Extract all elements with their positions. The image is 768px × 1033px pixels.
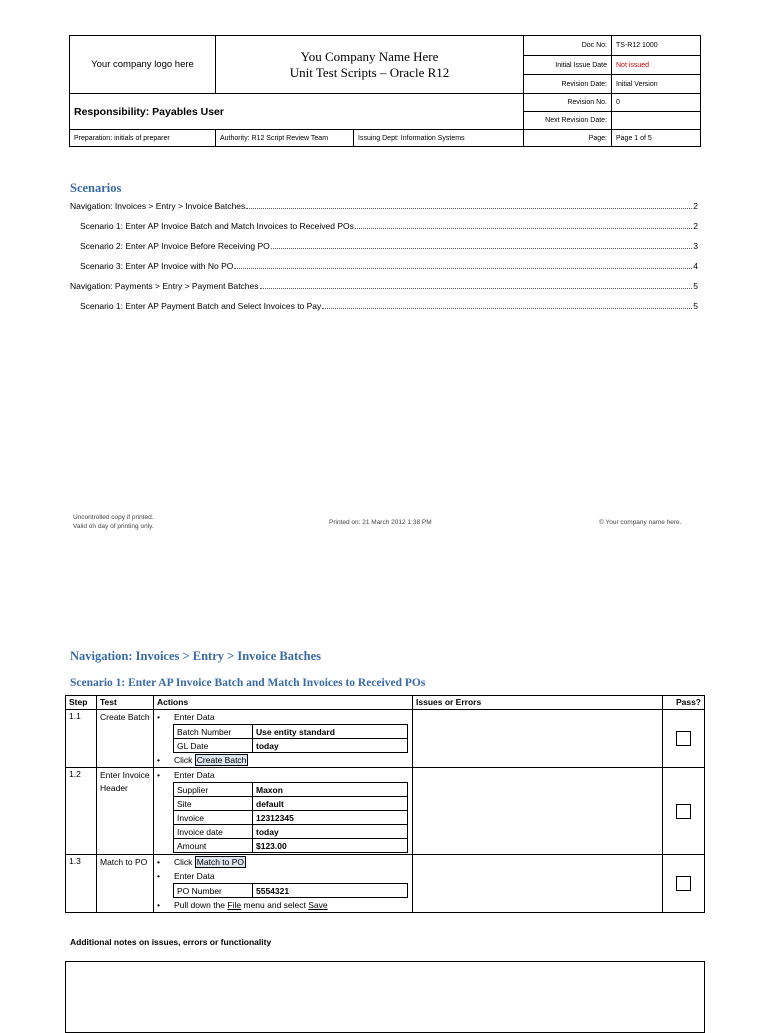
column-header-actions: Actions [154, 696, 413, 710]
pass-checkbox[interactable] [676, 804, 691, 819]
test-name: Create Batch [97, 710, 154, 768]
data-entry-row [174, 797, 408, 811]
field-value: 12312345 [253, 811, 408, 825]
toc-entry-text: Scenario 1: Enter AP Invoice Batch and Match Invoices to Received POs [80, 221, 354, 231]
pull-middle: menu and select [243, 900, 306, 910]
step-number: 1.2 [66, 768, 97, 855]
field-label: Amount [174, 839, 253, 853]
match-to-po-button[interactable]: Match to PO [196, 857, 245, 867]
test-name: Match to PO [97, 855, 154, 913]
field-label: Invoice [174, 811, 253, 825]
step-number: 1.3 [66, 855, 97, 913]
toc-leader [355, 227, 692, 229]
additional-notes-box[interactable] [65, 961, 705, 1033]
data-entry-row [174, 825, 408, 839]
toc-leader [322, 307, 692, 309]
toc-leader [271, 247, 692, 249]
revision-no-value: 0 [612, 94, 701, 112]
action-click [154, 855, 412, 869]
printed-on-date: Printed on: 21 March 2012 1:38 PM [329, 519, 432, 526]
toc-entry-text: Scenario 2: Enter AP Invoice Before Receiving PO [80, 241, 270, 251]
pass-checkbox[interactable] [676, 731, 691, 746]
revision-date-value: Initial Version [612, 75, 701, 94]
column-header-test: Test [97, 696, 154, 710]
scenario-heading: Scenario 1: Enter AP Invoice Batch and Match Invoices to Received POs [70, 677, 426, 689]
data-entry-row [174, 839, 408, 853]
actions-cell [154, 855, 413, 913]
document-title: Unit Test Scripts – Oracle R12 [289, 64, 450, 80]
action-enter-data: • Enter Data [154, 768, 412, 782]
initial-issue-date-label: Initial Issue Date [524, 56, 612, 75]
column-header-pass: Pass? [663, 696, 705, 710]
doc-no-value: TS-R12 1000 [612, 36, 701, 56]
toc-entry-page: 4 [693, 261, 698, 271]
table-row [66, 855, 705, 913]
table-row [66, 768, 705, 855]
data-entry-table [173, 883, 408, 898]
field-value: Maxon [253, 783, 408, 797]
field-label: Invoice date [174, 825, 253, 839]
footer-left-line2: Valid on day of printing only. [73, 523, 154, 530]
toc-entry-text: Navigation: Payments > Entry > Payment Batches [70, 281, 259, 291]
field-value: $123.00 [253, 839, 408, 853]
uncontrolled-copy-note [73, 513, 154, 531]
data-entry-row [174, 725, 408, 739]
authority-field: Authority: R12 Script Review Team [216, 130, 354, 147]
data-entry-row [174, 739, 408, 753]
create-batch-button[interactable]: Create Batch [196, 755, 247, 765]
field-value: default [253, 797, 408, 811]
toc-entry[interactable] [70, 281, 698, 291]
page-number: Page 1 of 5 [612, 130, 701, 147]
test-steps-table [65, 695, 705, 913]
click-prefix: Click [174, 755, 193, 765]
data-entry-table [173, 724, 408, 753]
company-name: You Company Name Here [300, 48, 439, 64]
column-header-step: Step [66, 696, 97, 710]
navigation-heading: Navigation: Invoices > Entry > Invoice Batches [70, 649, 322, 663]
column-header-issues: Issues or Errors [413, 696, 663, 710]
toc-entry[interactable] [80, 301, 698, 311]
action-click [154, 753, 412, 767]
issues-cell[interactable] [413, 855, 663, 913]
preparation-field: Preparation: initials of preparer [70, 130, 216, 147]
field-value: today [253, 739, 408, 753]
toc-leader [246, 207, 692, 209]
toc-entry[interactable] [80, 221, 698, 231]
issues-cell[interactable] [413, 768, 663, 855]
company-title-cell [216, 36, 524, 94]
toc-leader [234, 267, 692, 269]
toc-leader [260, 287, 693, 289]
page-label: Page: [524, 130, 612, 147]
pass-cell [663, 710, 705, 768]
field-label: PO Number [174, 884, 253, 898]
field-value: today [253, 825, 408, 839]
test-name: Enter Invoice Header [97, 768, 154, 855]
field-label: Site [174, 797, 253, 811]
toc-entry[interactable] [80, 261, 698, 271]
save-menu-item[interactable]: Save [308, 900, 328, 910]
data-entry-row [174, 783, 408, 797]
pull-prefix: Pull down the [174, 900, 226, 910]
toc-entry[interactable] [80, 241, 698, 251]
additional-notes-label: Additional notes on issues, errors or functionality [70, 937, 272, 947]
click-prefix: Click [174, 857, 193, 867]
next-revision-date-label: Next Revision Date: [524, 112, 612, 130]
action-enter-data: • Enter Data [154, 710, 412, 724]
toc-entry[interactable] [70, 201, 698, 211]
field-value: 5554321 [253, 884, 408, 898]
data-entry-table [173, 782, 408, 853]
toc-entry-page: 2 [693, 221, 698, 231]
actions-cell [154, 768, 413, 855]
data-entry-row [174, 811, 408, 825]
actions-cell [154, 710, 413, 768]
issues-cell[interactable] [413, 710, 663, 768]
revision-no-label: Revision No. [524, 94, 612, 112]
action-enter-data: • Enter Data [154, 869, 412, 883]
revision-date-label: Revision Date: [524, 75, 612, 94]
field-value: Use entity standard [253, 725, 408, 739]
table-row [66, 710, 705, 768]
toc-entry-text: Navigation: Invoices > Entry > Invoice Batches [70, 201, 246, 211]
toc-entry-page: 5 [693, 281, 698, 291]
toc-entry-page: 2 [693, 201, 698, 211]
next-revision-date-value [612, 112, 701, 130]
file-menu-link[interactable]: File [227, 900, 242, 910]
field-label: GL Date [174, 739, 253, 753]
toc-entry-page: 5 [693, 301, 698, 311]
footer-left-line1: Uncontrolled copy if printed. [73, 514, 154, 521]
step-number: 1.1 [66, 710, 97, 768]
pass-cell [663, 855, 705, 913]
scenarios-heading: Scenarios [70, 181, 122, 195]
company-logo-placeholder: Your company logo here [70, 36, 216, 94]
doc-no-label: Doc No: [524, 36, 612, 56]
field-label: Batch Number [174, 725, 253, 739]
toc-entry-page: 3 [693, 241, 698, 251]
issuing-dept-field: Issuing Dept: Information Systems [354, 130, 524, 147]
field-label: Supplier [174, 783, 253, 797]
initial-issue-date-value: Not issued [612, 56, 701, 75]
document-header-table [69, 35, 701, 147]
action-pull-down-menu [154, 898, 412, 912]
responsibility-label: Responsibility: Payables User [70, 94, 524, 130]
data-entry-row [174, 884, 408, 898]
pass-checkbox[interactable] [676, 876, 691, 891]
toc-entry-text: Scenario 1: Enter AP Payment Batch and Select Invoices to Pay [80, 301, 322, 311]
toc-entry-text: Scenario 3: Enter AP Invoice with No PO [80, 261, 234, 271]
pass-cell [663, 768, 705, 855]
copyright-notice: © Your company name here. [599, 519, 682, 526]
